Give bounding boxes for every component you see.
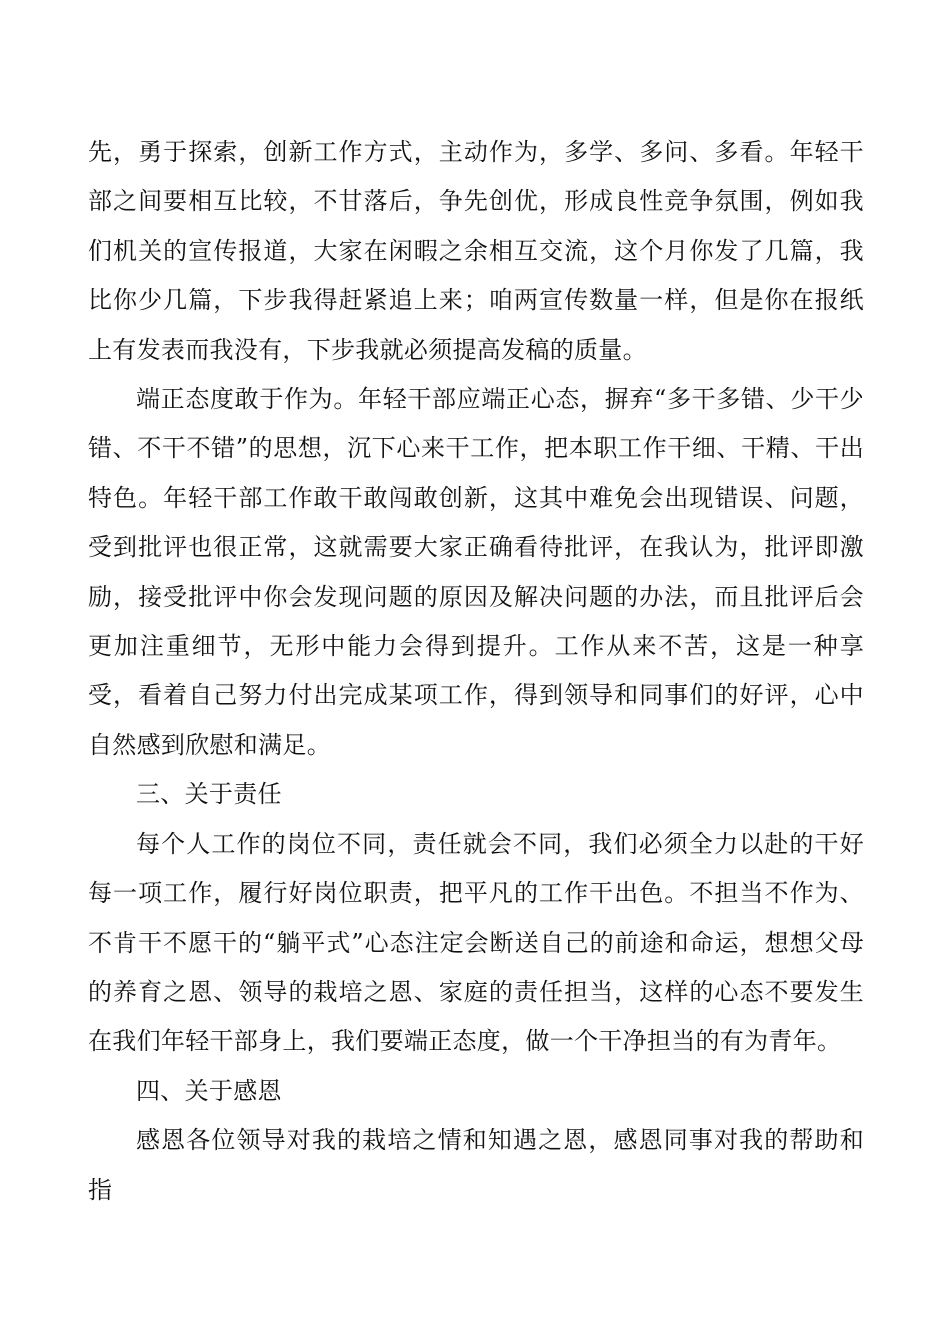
body-paragraph-continuation: 先，勇于探索，创新工作方式，主动作为，多学、多问、多看。年轻干部之间要相互比较，不甘落后，争先创优，形成良性竞争氛围，例如我们机关的宣传报道，大家在闲暇之余相互交流，这个月你发了几篇，我比你少几篇，下步我得赶紧追上来；咱两宣传数量一样，但是你在报纸上有发表而我没有，下步我就必须提高发稿的质量。 xyxy=(88,138,864,364)
section-heading-responsibility: 三、关于责任 xyxy=(136,780,282,809)
body-paragraph-responsibility: 每个人工作的岗位不同，责任就会不同，我们必须全力以赴的干好每一项工作，履行好岗位职责，把平凡的工作干出色。不担当不作为、不肯干不愿干的“躺平式”心态注定会断送自己的前途和命运，想想父母的养育之恩、领导的栽培之恩、家庭的责任担当，这样的心态不要发生在我们年轻干部身上，我们要端正态度，做一个干净担当的有为青年。 xyxy=(88,829,864,1056)
body-paragraph-gratitude: 感恩各位领导对我的栽培之情和知遇之恩，感恩同事对我的帮助和指 xyxy=(88,1126,864,1204)
section-heading-gratitude: 四、关于感恩 xyxy=(136,1076,282,1105)
body-paragraph-attitude: 端正态度敢于作为。年轻干部应端正心态，摒弃“多干多错、少干少错、不干不错”的思想，沉下心来干工作，把本职工作干细、干精、干出特色。年轻干部工作敢干敢闯敢创新，这其中难免会出现错误、问题，受到批评也很正常，这就需要大家正确看待批评，在我认为，批评即激励，接受批评中你会发现问题的原因及解决问题的办法，而且批评后会更加注重细节，无形中能力会得到提升。工作从来不苦，这是一种享受，看着自己努力付出完成某项工作，得到领导和同事们的好评，心中自然感到欣慰和满足。 xyxy=(88,385,864,759)
document-page xyxy=(88,128,864,1215)
